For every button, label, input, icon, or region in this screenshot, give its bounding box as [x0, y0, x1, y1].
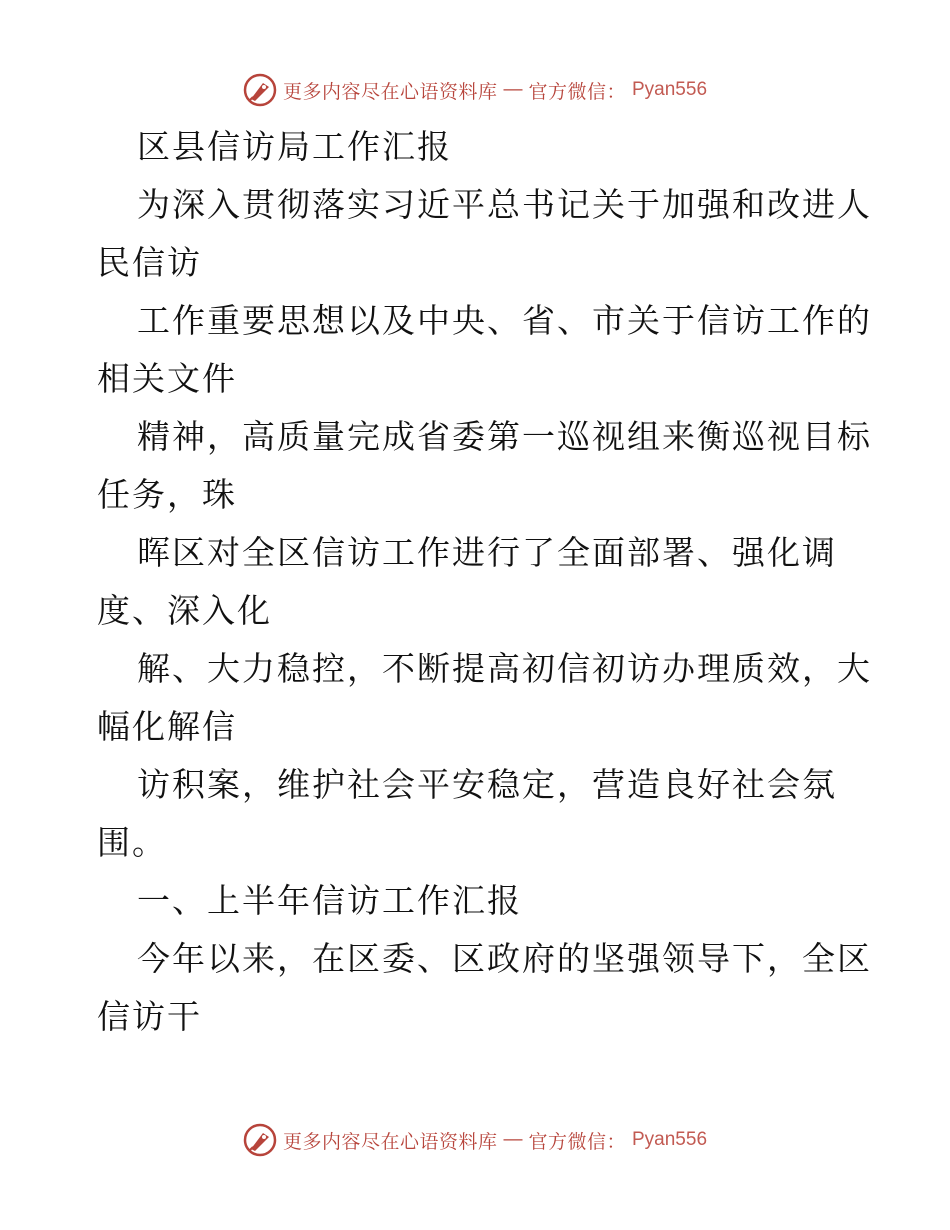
document-line: 围。	[97, 823, 167, 862]
document-line: 解、大力稳控，不断提高初信初访办理质效，大	[137, 649, 872, 688]
pen-nib-logo-icon	[243, 73, 277, 107]
banner-wechat-label: 官方微信：	[528, 80, 626, 103]
document-line: 一、上半年信访工作汇报	[137, 881, 522, 920]
document-line: 民信访	[97, 243, 202, 282]
document-body	[97, 118, 872, 1046]
document-line: 度、深入化	[97, 591, 272, 630]
banner-wechat-label: 官方微信：	[528, 1130, 626, 1153]
banner-text: 更多内容尽在心语资料库	[282, 80, 498, 103]
document-line: 晖区对全区信访工作进行了全面部署、强化调	[137, 533, 837, 572]
document-line: 幅化解信	[97, 707, 237, 746]
header-banner-content	[243, 73, 707, 107]
pen-nib-logo-icon	[243, 1123, 277, 1157]
footer-banner-content	[243, 1123, 707, 1157]
header-banner	[0, 70, 950, 110]
document-line: 区县信访局工作汇报	[137, 127, 452, 166]
banner-wechat-id: Pyan556	[632, 79, 708, 100]
document-line: 信访干	[97, 997, 202, 1036]
banner-text: 更多内容尽在心语资料库	[282, 1130, 498, 1153]
document-line: 精神，高质量完成省委第一巡视组来衡巡视目标	[137, 417, 872, 456]
document-line: 为深入贯彻落实习近平总书记关于加强和改进人	[137, 185, 872, 224]
document-line: 任务，珠	[97, 475, 237, 514]
document-line: 今年以来，在区委、区政府的坚强领导下，全区	[137, 939, 872, 978]
banner-separator: —	[503, 79, 523, 100]
document-line: 访积案，维护社会平安稳定，营造良好社会氛	[137, 765, 837, 804]
banner-separator: —	[503, 1129, 523, 1150]
footer-banner	[0, 1120, 950, 1160]
document-line: 相关文件	[97, 359, 237, 398]
document-line: 工作重要思想以及中央、省、市关于信访工作的	[137, 301, 872, 340]
banner-wechat-id: Pyan556	[632, 1129, 708, 1150]
